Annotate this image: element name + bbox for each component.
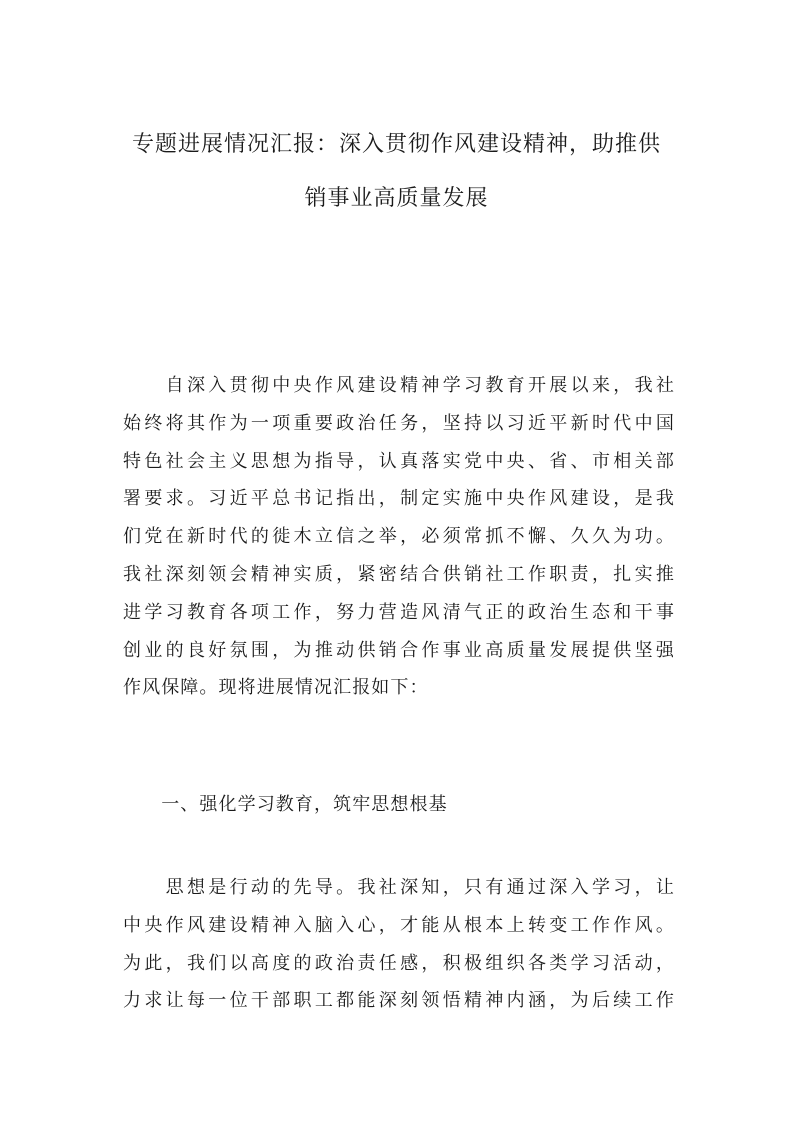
- paragraph-line: 中央作风建设精神入脑入心，才能从根本上转变工作作风。: [123, 914, 675, 936]
- title-line-1: 专题进展情况汇报：深入贯彻作风建设精神，助推供: [131, 132, 661, 157]
- document-title: [110, 118, 683, 226]
- section-1-paragraph: [123, 869, 675, 1020]
- paragraph-line: 力求让每一位干部职工都能深刻领悟精神内涵，为后续工作: [123, 990, 675, 1012]
- paragraph-line: 思想是行动的先导。我社深知，只有通过深入学习，让: [123, 877, 675, 898]
- title-line-2: 销事业高质量发展: [304, 186, 489, 211]
- paragraph-line: 创业的良好氛围，为推动供销合作事业高质量发展提供坚强: [123, 639, 675, 661]
- paragraph-line: 进学习教育各项工作，努力营造风清气正的政治生态和干事: [123, 601, 675, 623]
- paragraph-line: 我社深刻领会精神实质，紧密结合供销社工作职责，扎实推: [123, 563, 675, 585]
- paragraph-line: 自深入贯彻中央作风建设精神学习教育开展以来，我社: [123, 375, 675, 396]
- intro-paragraph: [123, 367, 675, 707]
- paragraph-line: 署要求。习近平总书记指出，制定实施中央作风建设，是我: [123, 488, 675, 510]
- section-heading-1: [123, 786, 675, 824]
- paragraph-line: 为此，我们以高度的政治责任感，积极组织各类学习活动，: [123, 952, 675, 974]
- paragraph-line: 作风保障。现将进展情况汇报如下：: [123, 677, 429, 699]
- paragraph-line: 们党在新时代的徙木立信之举，必须常抓不懈、久久为功。: [123, 526, 675, 548]
- paragraph-line: 始终将其作为一项重要政治任务，坚持以习近平新时代中国: [123, 412, 675, 434]
- section-heading-text: 一、强化学习教育，筑牢思想根基: [123, 794, 448, 815]
- paragraph-line: 特色社会主义思想为指导，认真落实党中央、省、市相关部: [123, 450, 675, 472]
